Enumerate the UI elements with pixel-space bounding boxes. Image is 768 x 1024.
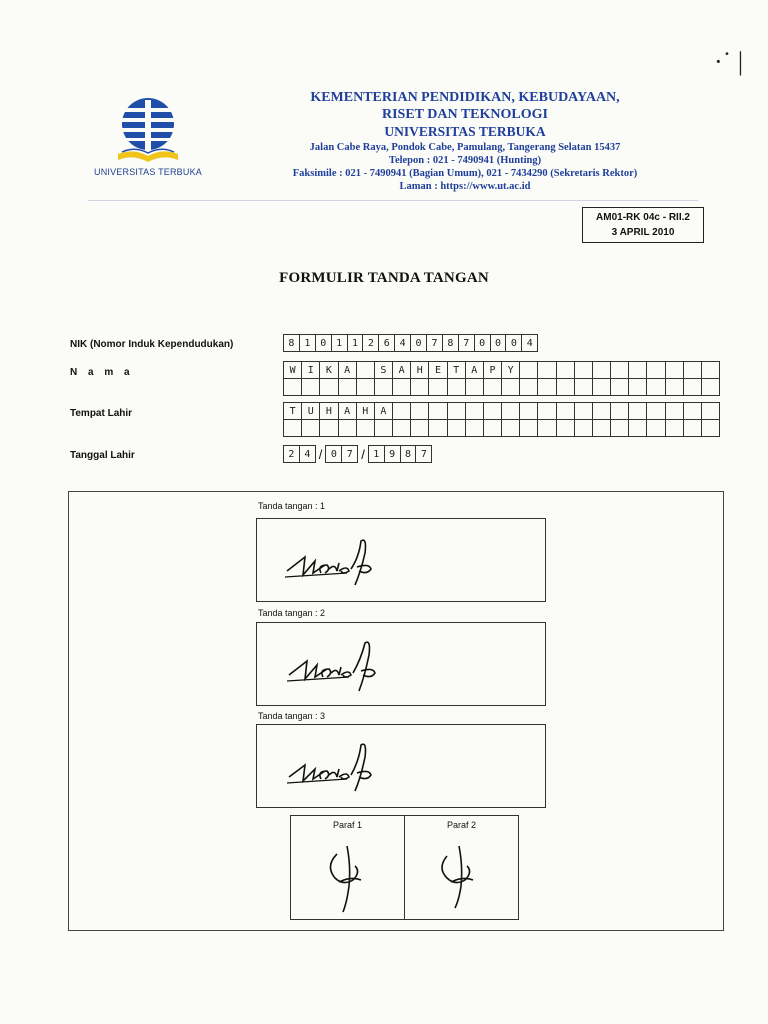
char-cell[interactable] [484,402,502,420]
char-cell[interactable] [429,420,447,437]
char-cell[interactable] [448,402,466,420]
char-cell[interactable] [575,402,593,420]
char-cell[interactable] [593,361,611,379]
char-cell[interactable]: I [302,361,320,379]
tanggal-lahir-label: Tanggal Lahir [70,450,135,461]
grid-row [283,420,720,437]
char-cell[interactable] [702,379,720,396]
char-cell[interactable] [320,420,338,437]
char-cell[interactable] [666,402,684,420]
char-cell[interactable] [393,379,411,396]
char-cell[interactable] [557,402,575,420]
handwritten-signature-1 [277,527,387,595]
char-cell[interactable] [647,361,665,379]
char-cell[interactable] [393,420,411,437]
char-cell[interactable] [538,420,556,437]
char-cell[interactable] [411,379,429,396]
char-cell[interactable] [448,379,466,396]
university-name: UNIVERSITAS TERBUKA [384,124,546,139]
nama-field[interactable] [283,361,720,396]
char-cell[interactable]: T [448,361,466,379]
char-cell[interactable] [429,402,447,420]
char-cell[interactable] [520,379,538,396]
char-cell[interactable]: 8 [284,334,300,352]
char-cell[interactable]: H [320,402,338,420]
char-cell[interactable]: 4 [300,445,316,463]
char-cell[interactable] [702,361,720,379]
char-cell[interactable] [557,420,575,437]
handwritten-paraf-2 [431,836,491,916]
char-cell[interactable]: 0 [326,445,342,463]
char-cell[interactable] [520,361,538,379]
char-cell[interactable] [575,379,593,396]
char-cell[interactable] [538,361,556,379]
char-cell[interactable]: A [339,361,357,379]
char-cell[interactable]: 1 [300,334,316,352]
char-cell[interactable] [339,379,357,396]
char-cell[interactable]: W [284,361,302,379]
char-cell[interactable]: 0 [491,334,507,352]
paraf-table [290,815,519,920]
char-cell[interactable] [684,361,702,379]
char-cell[interactable] [684,402,702,420]
char-cell[interactable] [702,420,720,437]
signature-3-label: Tanda tangan : 3 [258,711,326,721]
char-cell[interactable] [502,379,520,396]
char-cell[interactable]: K [320,361,338,379]
paraf-2-box[interactable] [404,816,518,919]
char-cell[interactable] [538,402,556,420]
handwritten-paraf-1 [317,836,377,916]
char-cell[interactable]: 2 [363,334,379,352]
char-cell[interactable] [357,420,375,437]
char-cell[interactable] [611,420,629,437]
char-cell[interactable] [357,379,375,396]
char-cell[interactable]: A [339,402,357,420]
char-cell[interactable] [629,402,647,420]
char-cell[interactable] [666,361,684,379]
char-cell[interactable] [557,361,575,379]
nik-label: NIK (Nomor Induk Kependudukan) [70,339,234,350]
date-month-cells[interactable] [325,445,358,463]
date-separator: / [361,446,365,462]
char-cell[interactable] [502,420,520,437]
ministry-line-2: RISET DAN TEKNOLOGI [382,107,548,122]
char-cell[interactable]: 6 [379,334,395,352]
char-cell[interactable] [520,402,538,420]
logo-caption: UNIVERSITAS TERBUKA [94,167,202,177]
char-cell[interactable] [666,379,684,396]
char-cell[interactable] [302,379,320,396]
tanggal-lahir-field[interactable] [283,445,432,463]
signature-3-box[interactable] [256,724,546,808]
char-cell[interactable] [520,420,538,437]
fax-line: Faksimile : 021 - 7490941 (Bagian Umum), 021 - 7434290 (Sekretaris Rektor) [292,168,638,179]
char-cell[interactable] [411,402,429,420]
char-cell[interactable]: 4 [395,334,411,352]
char-cell[interactable]: 0 [475,334,491,352]
grid-row [283,361,720,379]
date-day-cells[interactable] [283,445,316,463]
char-cell[interactable] [375,420,393,437]
char-cell[interactable] [575,420,593,437]
website-line: Laman : https://www.ut.ac.id [399,181,531,192]
char-cell[interactable] [702,402,720,420]
handwritten-signature-3 [277,733,387,801]
char-cell[interactable]: A [466,361,484,379]
char-cell[interactable] [375,379,393,396]
char-cell[interactable]: 8 [401,445,417,463]
char-cell[interactable] [666,420,684,437]
char-cell[interactable]: 9 [385,445,401,463]
nik-field[interactable] [283,334,538,352]
char-cell[interactable]: 7 [342,445,358,463]
char-cell[interactable] [357,361,375,379]
char-cell[interactable]: 8 [443,334,459,352]
char-cell[interactable] [629,420,647,437]
char-cell[interactable]: E [429,361,447,379]
char-cell[interactable]: S [375,361,393,379]
signature-1-label: Tanda tangan : 1 [258,501,326,511]
char-cell[interactable] [611,361,629,379]
char-cell[interactable] [575,361,593,379]
char-cell[interactable] [611,402,629,420]
header-divider [88,200,698,201]
paraf-1-box[interactable] [291,816,404,919]
char-cell[interactable]: T [284,402,302,420]
char-cell[interactable]: 1 [348,334,364,352]
char-cell[interactable]: 0 [506,334,522,352]
document-code-box [582,207,704,243]
form-title: FORMULIR TANDA TANGAN [279,270,489,286]
tempat-lahir-label: Tempat Lahir [70,408,133,419]
handwritten-signature-2 [277,631,387,699]
char-cell[interactable] [429,379,447,396]
char-cell[interactable]: 1 [369,445,385,463]
char-cell[interactable] [302,420,320,437]
char-cell[interactable] [466,402,484,420]
university-logo-icon [88,96,208,168]
document-code: AM01-RK 04c - RII.2 [596,212,690,223]
char-cell[interactable]: 2 [284,445,300,463]
char-cell[interactable] [557,379,575,396]
char-cell[interactable]: H [411,361,429,379]
char-cell[interactable] [647,402,665,420]
char-cell[interactable]: 7 [427,334,443,352]
char-cell[interactable] [647,379,665,396]
document-date: 3 APRIL 2010 [611,227,675,238]
grid-row [283,402,720,420]
char-cell[interactable] [647,420,665,437]
char-cell[interactable] [284,379,302,396]
char-cell[interactable]: P [484,361,502,379]
phone-line: Telepon : 021 - 7490941 (Hunting) [388,155,542,166]
char-cell[interactable]: 0 [316,334,332,352]
char-cell[interactable] [320,379,338,396]
tempat-lahir-field[interactable] [283,402,720,437]
char-cell[interactable] [593,402,611,420]
signature-2-label: Tanda tangan : 2 [258,608,326,618]
char-cell[interactable]: 7 [416,445,432,463]
char-cell[interactable]: 7 [459,334,475,352]
char-cell[interactable] [629,379,647,396]
char-cell[interactable] [484,379,502,396]
paraf-2-label: Paraf 2 [446,820,477,830]
paraf-1-label: Paraf 1 [332,820,363,830]
char-cell[interactable] [538,379,556,396]
ministry-line-1: KEMENTERIAN PENDIDIKAN, KEBUDAYAAN, [310,90,620,105]
char-cell[interactable] [484,420,502,437]
address-line: Jalan Cabe Raya, Pondok Cabe, Pamulang, Tangerang Selatan 15437 [309,142,621,153]
char-cell[interactable] [684,379,702,396]
char-cell[interactable]: H [357,402,375,420]
signature-2-box[interactable] [256,622,546,706]
char-cell[interactable] [593,420,611,437]
char-cell[interactable] [629,361,647,379]
nama-label: N a m a [70,367,134,378]
char-cell[interactable]: Y [502,361,520,379]
char-cell[interactable] [339,420,357,437]
char-cell[interactable]: A [393,361,411,379]
char-cell[interactable]: U [302,402,320,420]
date-separator: / [318,446,323,462]
signature-1-box[interactable] [256,518,546,602]
char-cell[interactable] [593,379,611,396]
char-cell[interactable]: 4 [522,334,538,352]
char-cell[interactable] [284,420,302,437]
char-cell[interactable]: 0 [411,334,427,352]
char-cell[interactable] [611,379,629,396]
char-cell[interactable]: 1 [332,334,348,352]
char-cell[interactable] [411,420,429,437]
char-cell[interactable] [448,420,466,437]
date-year-cells[interactable] [368,445,433,463]
corner-scan-mark: ·˙ | [714,47,744,76]
grid-row [283,379,720,396]
char-cell[interactable] [466,379,484,396]
char-cell[interactable] [393,402,411,420]
char-cell[interactable] [466,420,484,437]
char-cell[interactable]: A [375,402,393,420]
char-cell[interactable] [684,420,702,437]
char-cell[interactable] [502,402,520,420]
